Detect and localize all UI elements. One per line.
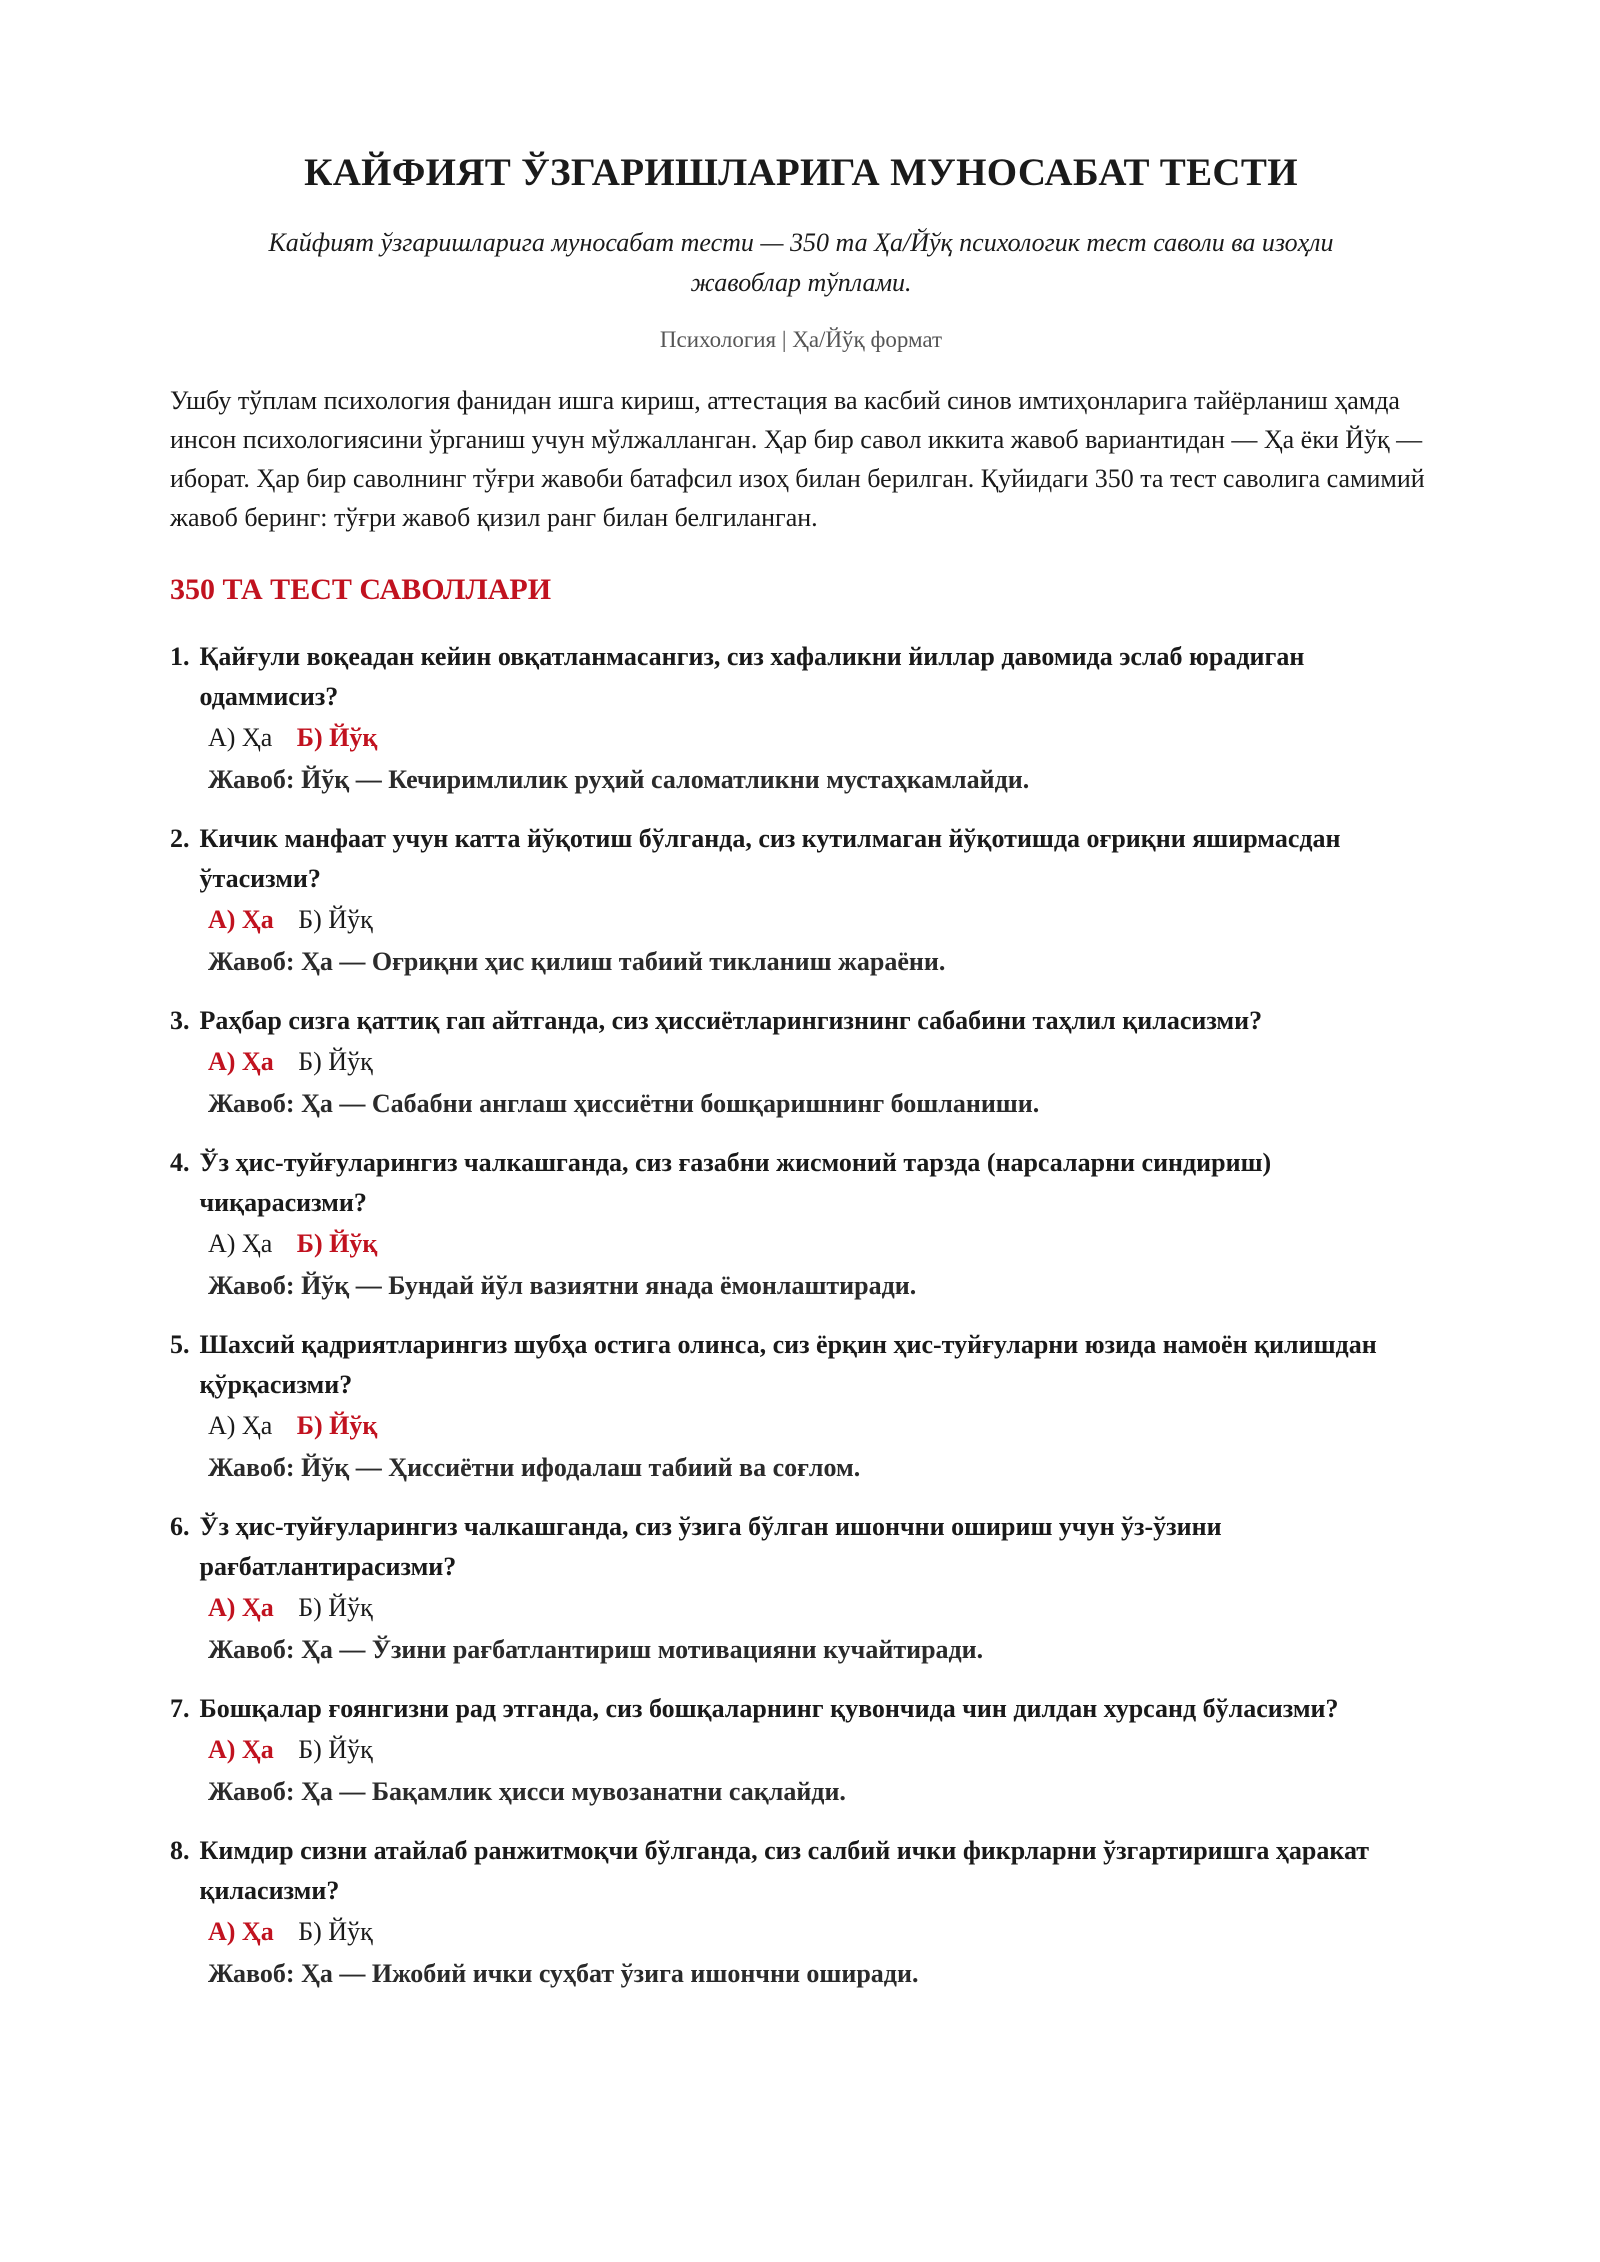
question-item xyxy=(170,637,1432,801)
option-a[interactable]: А) Ҳа xyxy=(208,722,273,752)
category-meta: Психология | Ҳа/Йўқ формат xyxy=(659,326,943,352)
option-b[interactable]: Б) Йўқ xyxy=(296,1228,378,1258)
option-a[interactable]: А) Ҳа xyxy=(208,1734,274,1764)
answer-options xyxy=(170,717,1432,759)
question-number: 3. xyxy=(170,1005,190,1035)
question-item xyxy=(170,1831,1432,1995)
page-subtitle: Кайфият ўзгаришларига муносабат тести — 350 та Ҳа/Йўқ психологик тест саволи ва изоҳли жавоблар тўплами. xyxy=(268,227,1334,297)
question-item xyxy=(170,1001,1432,1125)
question-number: 5. xyxy=(170,1329,190,1359)
option-b[interactable]: Б) Йўқ xyxy=(298,904,373,934)
answer-explanation: Жавоб: Йўқ — Бундай йўл вазиятни янада ёмонлаштиради. xyxy=(208,1270,917,1300)
option-b[interactable]: Б) Йўқ xyxy=(296,1410,378,1440)
question-number: 4. xyxy=(170,1147,190,1177)
question-body: Ўз ҳис-туйғуларингиз чалкашганда, сиз ўзига бўлган ишончни ошириш учун ўз-ўзини рағбатлантирасизми? xyxy=(199,1511,1222,1581)
question-number: 1. xyxy=(170,641,190,671)
answer-explanation: Жавоб: Ҳа — Ўзини рағбатлантириш мотивацияни кучайтиради. xyxy=(208,1634,984,1664)
question-text xyxy=(170,1325,1432,1405)
option-b[interactable]: Б) Йўқ xyxy=(298,1592,373,1622)
question-body: Ўз ҳис-туйғуларингиз чалкашганда, сиз ғазабни жисмоний тарзда (нарсаларни синдириш) чиқарасизми? xyxy=(199,1147,1272,1217)
option-a[interactable]: А) Ҳа xyxy=(208,1592,274,1622)
question-item xyxy=(170,1507,1432,1671)
section-title: 350 ТА ТЕСТ САВОЛЛАРИ xyxy=(170,572,552,606)
option-a[interactable]: А) Ҳа xyxy=(208,1916,274,1946)
question-text xyxy=(170,1143,1432,1223)
question-list xyxy=(170,637,1432,1995)
question-number: 8. xyxy=(170,1835,190,1865)
answer-options xyxy=(170,1405,1432,1447)
answer-explanation: Жавоб: Йўқ — Кечиримлилик руҳий саломатликни мустаҳкамлайди. xyxy=(208,764,1030,794)
answer-explanation: Жавоб: Ҳа — Ижобий ички суҳбат ўзига ишончни оширади. xyxy=(208,1958,919,1988)
answer-explanation: Жавоб: Ҳа — Оғриқни ҳис қилиш табиий тикланиш жараёни. xyxy=(208,946,946,976)
question-number: 6. xyxy=(170,1511,190,1541)
answer-explanation: Жавоб: Ҳа — Сабабни англаш ҳиссиётни бошқаришнинг бошланиши. xyxy=(208,1088,1040,1118)
question-item xyxy=(170,1143,1432,1307)
question-text xyxy=(170,819,1432,899)
option-a[interactable]: А) Ҳа xyxy=(208,1046,274,1076)
intro-paragraph: Ушбу тўплам психология фанидан ишга кириш, аттестация ва касбий синов имтиҳонларига тайёрланиш ҳамда инсон психологиясини ўрганиш учун мўлжалланган. Ҳар бир савол иккита жавоб вариантидан — Ҳа ёки Йўқ — иборат. Ҳар бир саволнинг тўғри жавоби батафсил изоҳ билан берилган. Қуйидаги 350 та тест саволига самимий жавоб беринг: тўғри жавоб қизил ранг билан белгиланган. xyxy=(170,385,1425,532)
question-body: Бошқалар ғоянгизни рад этганда, сиз бошқаларнинг қувончида чин дилдан хурсанд бўласизми? xyxy=(199,1693,1339,1723)
question-body: Шахсий қадриятларингиз шубҳа остига олинса, сиз ёрқин ҳис-туйғуларни юзида намоён қилишдан қўрқасизми? xyxy=(199,1329,1377,1399)
question-text xyxy=(170,1507,1432,1587)
answer-options xyxy=(170,1911,1432,1953)
question-number: 2. xyxy=(170,823,190,853)
answer-options xyxy=(170,1729,1432,1771)
page-title: КАЙФИЯТ ЎЗГАРИШЛАРИГА МУНОСАБАТ ТЕСТИ xyxy=(304,151,1298,194)
question-item xyxy=(170,819,1432,983)
question-text xyxy=(170,1001,1432,1041)
question-item xyxy=(170,1689,1432,1813)
option-a[interactable]: А) Ҳа xyxy=(208,904,274,934)
answer-options xyxy=(170,1223,1432,1265)
question-text xyxy=(170,1689,1432,1729)
option-b[interactable]: Б) Йўқ xyxy=(298,1734,373,1764)
question-item xyxy=(170,1325,1432,1489)
question-number: 7. xyxy=(170,1693,190,1723)
option-a[interactable]: А) Ҳа xyxy=(208,1228,273,1258)
question-body: Кимдир сизни атайлаб ранжитмоқчи бўлганда, сиз салбий ички фикрларни ўзгартиришга ҳаракат қиласизми? xyxy=(199,1835,1370,1905)
question-body: Кичик манфаат учун катта йўқотиш бўлганда, сиз кутилмаган йўқотишда оғриқни яширмасдан ўтасизми? xyxy=(199,823,1341,893)
question-text xyxy=(170,1831,1432,1911)
question-body: Қайғули воқеадан кейин овқатланмасангиз, сиз хафаликни йиллар давомида эслаб юрадиган одаммисиз? xyxy=(199,641,1305,711)
option-b[interactable]: Б) Йўқ xyxy=(298,1046,373,1076)
option-b[interactable]: Б) Йўқ xyxy=(296,722,378,752)
option-a[interactable]: А) Ҳа xyxy=(208,1410,273,1440)
answer-options xyxy=(170,1041,1432,1083)
answer-options xyxy=(170,1587,1432,1629)
answer-options xyxy=(170,899,1432,941)
question-text xyxy=(170,637,1432,717)
answer-explanation: Жавоб: Ҳа — Бақамлик ҳисси мувозанатни сақлайди. xyxy=(208,1776,846,1806)
option-b[interactable]: Б) Йўқ xyxy=(298,1916,373,1946)
question-body: Раҳбар сизга қаттиқ гап айтганда, сиз ҳиссиётларингизнинг сабабини таҳлил қиласизми? xyxy=(199,1005,1263,1035)
answer-explanation: Жавоб: Йўқ — Ҳиссиётни ифодалаш табиий ва соғлом. xyxy=(208,1452,861,1482)
